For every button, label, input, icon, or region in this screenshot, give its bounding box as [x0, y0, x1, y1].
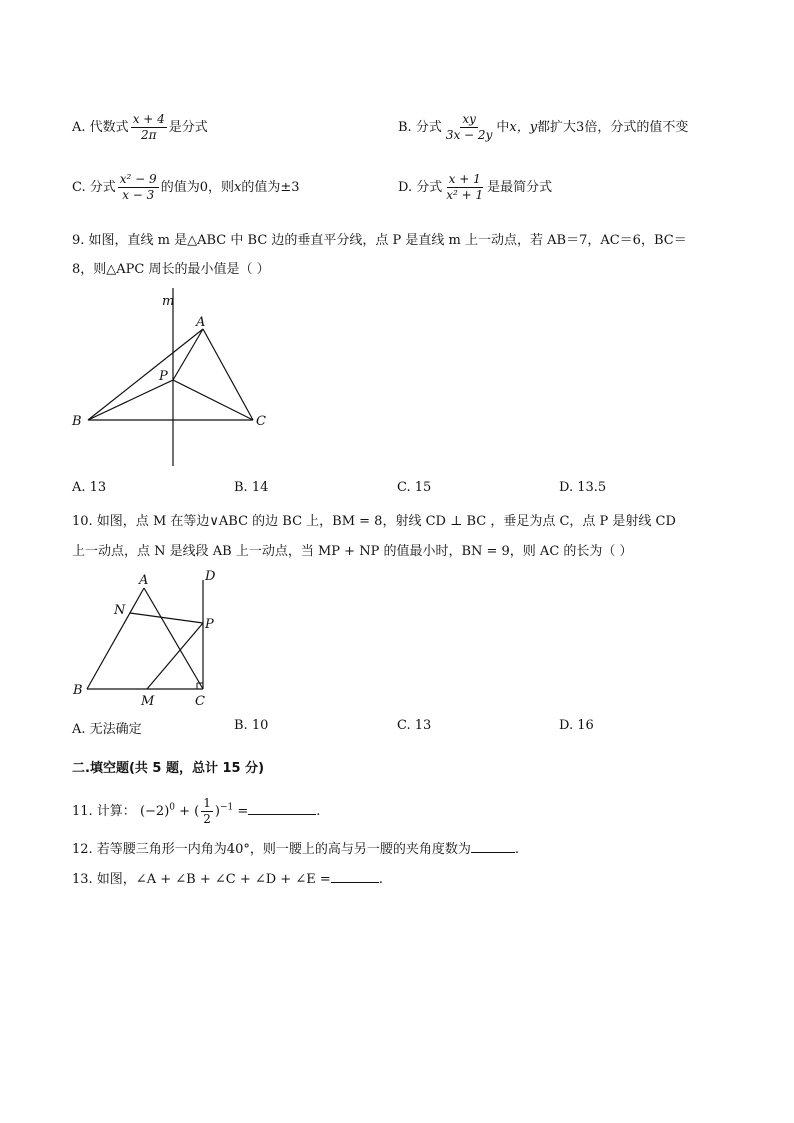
- option-text: 分式: [415, 120, 442, 135]
- q8-option-a: [72, 112, 208, 143]
- label-p: P: [159, 369, 168, 384]
- segment-pm: [147, 623, 203, 689]
- q9-stem-line2: 8，则△APC 周长的最小值是（ ）: [72, 262, 270, 277]
- exponent: −1: [219, 802, 234, 813]
- option-label: A.: [72, 120, 86, 135]
- denominator: 2: [203, 812, 211, 826]
- q10-figure: [66, 566, 236, 712]
- option-label: B.: [398, 120, 412, 135]
- q10-stem-line1: 10. 如图，点 M 在等边∨ABC 的边 BC 上，BM = 8，射线 CD ⊥ BC ，垂足为点 C，点 P 是射线 CD: [72, 514, 676, 529]
- label-b: B: [73, 683, 83, 698]
- fraction: [131, 112, 167, 143]
- label-m: M: [141, 694, 155, 709]
- segment-ac: [203, 329, 253, 420]
- option-text: 分式: [416, 180, 443, 195]
- option-label: C.: [72, 180, 86, 195]
- q8-option-b: [398, 112, 688, 143]
- q11: [72, 796, 320, 827]
- option-text: 的值为0，则: [160, 180, 234, 195]
- label-n: N: [114, 603, 126, 618]
- segment-pa: [173, 329, 203, 380]
- fraction: [118, 172, 159, 203]
- answer-blank: [248, 802, 316, 815]
- q12: [72, 838, 519, 857]
- q11-label: 11. 计算：: [72, 804, 136, 819]
- option-text: 的值为±3: [241, 180, 300, 195]
- denominator: 2π: [140, 128, 157, 142]
- option-text: 中: [496, 120, 510, 135]
- q10-option-d: D. 16: [559, 718, 594, 733]
- variable: x: [233, 180, 242, 195]
- segment-ab: [88, 329, 203, 420]
- numerator: 1: [203, 796, 211, 810]
- q9-stem-line1: 9. 如图，直线 m 是△ABC 中 BC 边的垂直平分线，点 P 是直线 m 上一动点，若 AB＝7，AC＝6，BC＝: [72, 233, 687, 248]
- q9-option-d: D. 13.5: [559, 480, 607, 495]
- fraction: [444, 172, 485, 203]
- period: .: [514, 842, 519, 857]
- denominator: 3x − 2y: [445, 128, 493, 142]
- q9-option-a: A. 13: [72, 480, 107, 495]
- q11-expr: (−2): [139, 804, 170, 819]
- q9-option-b: B. 14: [234, 480, 269, 495]
- label-b: B: [72, 414, 82, 429]
- option-text: 分式: [89, 180, 116, 195]
- label-c: C: [195, 694, 205, 709]
- q8-option-c: [72, 172, 299, 203]
- section-heading: 二.填空题(共 5 题，总计 15 分): [72, 761, 265, 776]
- q13: [72, 868, 383, 887]
- answer-blank: [331, 870, 379, 883]
- label-d: D: [205, 569, 216, 584]
- variable: x，y: [509, 120, 538, 135]
- option-text: 都扩大3倍，分式的值不变: [537, 120, 689, 135]
- q11-expr: ): [214, 804, 220, 819]
- option-text: 是分式: [168, 120, 208, 135]
- period: .: [378, 872, 383, 887]
- label-a: A: [139, 573, 149, 588]
- exponent: 0: [169, 802, 175, 813]
- label-m: m: [162, 294, 175, 309]
- label-a: A: [196, 315, 206, 330]
- q13-text: 13. 如图，∠A + ∠B + ∠C + ∠D + ∠E =: [72, 872, 331, 887]
- q10-stem-line2: 上一动点，点 N 是线段 AB 上一动点，当 MP + NP 的值最小时，BN = 9，则 AC 的长为（ ）: [72, 544, 633, 559]
- numerator: x + 1: [448, 172, 481, 186]
- option-text: 是最简分式: [487, 180, 553, 195]
- q8-option-d: [398, 172, 552, 203]
- option-text: 代数式: [89, 120, 129, 135]
- q11-expr: + (: [175, 804, 200, 819]
- option-label: D.: [398, 180, 413, 195]
- numerator: xy: [462, 112, 476, 126]
- answer-blank: [471, 840, 515, 853]
- label-c: C: [256, 414, 266, 429]
- period: .: [316, 804, 321, 819]
- q12-text: 12. 若等腰三角形一内角为40°，则一腰上的高与另一腰的夹角度数为: [72, 842, 471, 857]
- segment-np: [130, 613, 203, 623]
- q10-option-a: A. 无法确定: [72, 722, 142, 737]
- q10-option-c: C. 13: [397, 718, 432, 733]
- numerator: x + 4: [132, 112, 165, 126]
- segment-pc: [173, 380, 253, 420]
- denominator: x − 3: [122, 188, 155, 202]
- q9-option-c: C. 15: [397, 480, 432, 495]
- denominator: x² + 1: [446, 188, 484, 202]
- label-p: P: [205, 617, 214, 632]
- fraction: [444, 112, 495, 143]
- q9-figure: [66, 288, 286, 472]
- segment-ac: [144, 588, 203, 689]
- q10-option-b: B. 10: [234, 718, 269, 733]
- fraction: [201, 796, 213, 827]
- numerator: x² − 9: [119, 172, 157, 186]
- q11-expr: =: [233, 804, 249, 819]
